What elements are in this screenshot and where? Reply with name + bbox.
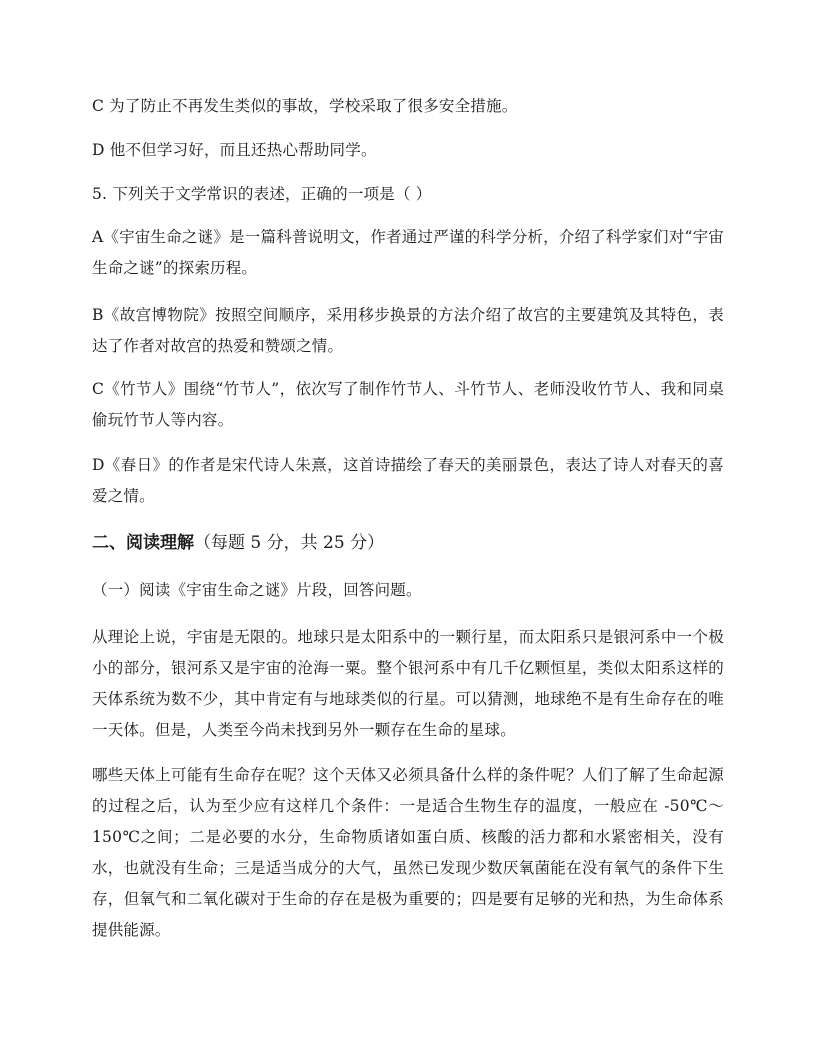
q5-stem: 5. 下列关于文学常识的表述，正确的一项是（ ） <box>92 185 432 203</box>
q5-option-c: C《竹节人》围绕“竹节人”，依次写了制作竹节人、斗竹节人、老师没收竹节人、我和同桌偷玩竹节人等内容。 <box>92 380 724 429</box>
passage-paragraph-1: 从理论上说，宇宙是无限的。地球只是太阳系中的一颗行星，而太阳系只是银河系中一个极小的部分，银河系又是宇宙的沧海一粟。整个银河系中有几千亿颗恒星，类似太阳系这样的天体系统为数不少，其中肯定有与地球类似的行星。可以猜测，地球绝不是有生命存在的唯一天体。但是，人类至今尚未找到另外一颗存在生命的星球。 <box>92 628 724 739</box>
section-title: 二、阅读理解 <box>92 533 194 553</box>
q5-option-a: A《宇宙生命之谜》是一篇科普说明文，作者通过严谨的科学分析，介绍了科学家们对“宇宙生命之谜”的探索历程。 <box>92 228 724 277</box>
section-note: （每题 5 分，共 25 分） <box>194 533 385 553</box>
passage-intro: （一）阅读《宇宙生命之谜》片段，回答问题。 <box>92 581 422 599</box>
q5-option-d: D《春日》的作者是宋代诗人朱熹，这首诗描绘了春天的美丽景色，表达了诗人对春天的喜爱之情。 <box>92 456 724 505</box>
q4-option-c: C 为了防止不再发生类似的事故，学校采取了很多安全措施。 <box>92 97 518 115</box>
passage-paragraph-2: 哪些天体上可能有生命存在呢？这个天体又必须具备什么样的条件呢？人们了解了生命起源的过程之后，认为至少应有这样几个条件：一是适合生物生存的温度，一般应在 -50℃～150℃之间；二是必要的水分，生命物质诸如蛋白质、核酸的活力都和水紧密相关，没有水，也就没有生命；三是适当成分的大气，虽然已发现少数厌氧菌能在没有氧气的条件下生存，但氧气和二氧化碳对于生命的存在是极为重要的；四是要有足够的光和热，为生命体系提供能源。 <box>92 766 724 939</box>
q5-option-b: B《故宫博物院》按照空间顺序，采用移步换景的方法介绍了故宫的主要建筑及其特色，表达了作者对故宫的热爱和赞颂之情。 <box>92 306 724 355</box>
q4-option-d: D 他不但学习好，而且还热心帮助同学。 <box>92 141 377 159</box>
section-heading <box>92 532 384 554</box>
